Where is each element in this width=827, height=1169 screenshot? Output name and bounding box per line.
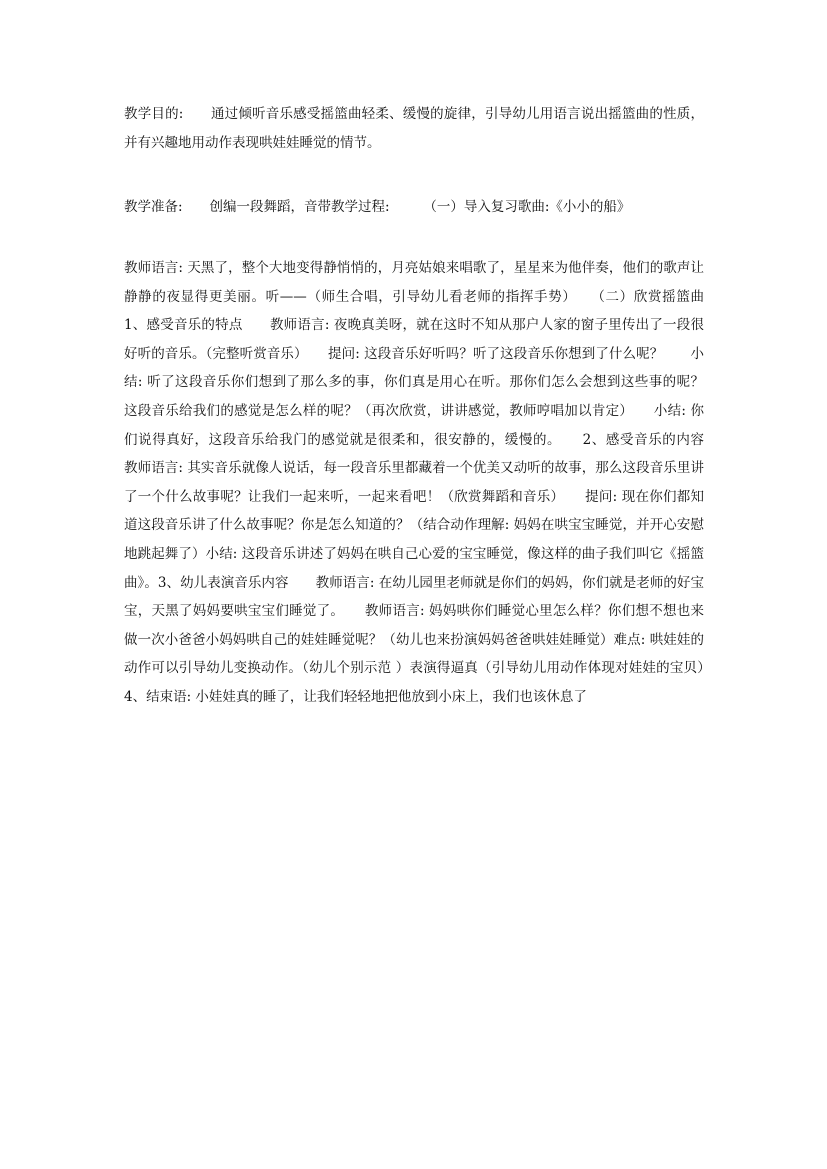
teaching-preparation-paragraph: 教学准备: 创编一段舞蹈，音带教学过程: （一）导入复习歌曲:《小小的船》 <box>124 199 631 215</box>
teaching-process-paragraph: 教师语言: 天黑了，整个大地变得静悄悄的，月亮姑娘来唱歌了，星星来为他伴奏，他们的歌声让静静的夜显得更美丽。听——（师生合唱，引导幼儿看老师的指挥手势） （二）欣赏摇篮曲 1、感受音乐的特点 教师语言: 夜晚真美呀，就在这时不知从那户人家的窗子里传出了一段很好听的音乐。（完整听赏音乐） 提问: 这段音乐好听吗？听了这段音乐你想到了什么呢？ 小结: 听了这段音乐你们想到了那么多的事，你们真是用心在听。那你们怎么会想到这些事的呢？ 这段音乐给我们的感觉是怎么样的呢？（再次欣赏，讲讲感觉，教师哼唱加以肯定） 小结: 你们说得真好，这段音乐给我门的感觉就是很柔和，很安静的，缓慢的。 2、感受音乐的内容 教师语言: 其实音乐就像人说话，每一段音乐里都藏着一个优美又动听的故事，那么这段音乐里讲了一个什么故事呢？让我们一起来听，一起来看吧！（欣赏舞蹈和音乐） 提问: 现在你们都知道这段音乐讲了什么故事呢？你是怎么知道的？（结合动作理解: 妈妈在哄宝宝睡觉，并开心安慰地跳起舞了）小结: 这段音乐讲述了妈妈在哄自己心爱的宝宝睡觉，像这样的曲子我们叫它《摇篮曲》。3、幼儿表演音乐内容 教师语言: 在幼儿园里老师就是你们的妈妈，你们就是老师的好宝宝，天黑了妈妈要哄宝宝们睡觉了。 教师语言: 妈妈哄你们睡觉心里怎么样？你们想不想也来做一次小爸爸小妈妈哄自己的娃娃睡觉呢？（幼儿也来扮演妈妈爸爸哄娃娃睡觉）难点: 哄娃娃的动作可以引导幼儿变换动作。（幼儿个别示范 ）表演得逼真（引导幼儿用动作体现对娃娃的宝贝） 4、结束语: 小娃娃真的睡了，让我们轻轻地把他放到小床上，我们也该休息了 <box>124 260 731 705</box>
teaching-goal-paragraph: 教学目的: 通过倾听音乐感受摇篮曲轻柔、缓慢的旋律，引导幼儿用语言说出摇篮曲的性质，并有兴趣地用动作表现哄娃娃睡觉的情节。 <box>124 106 704 151</box>
